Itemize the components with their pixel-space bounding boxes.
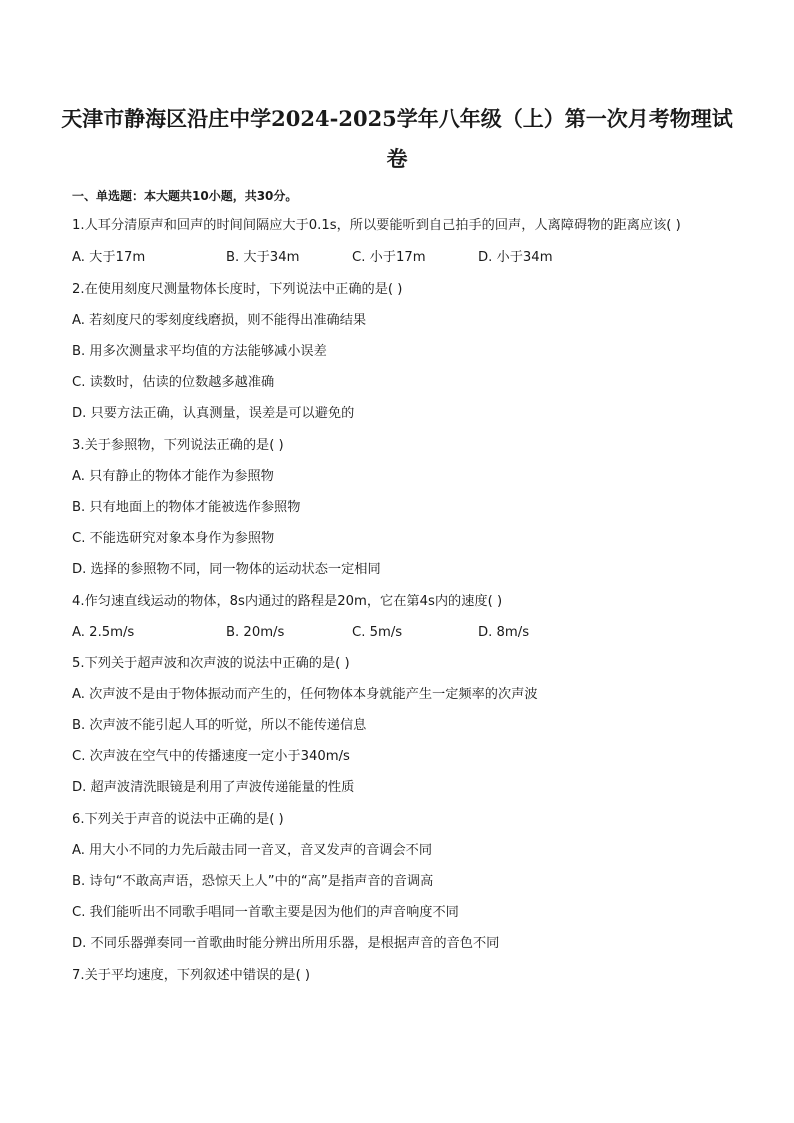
question-4-option-c: C. 5m/s (352, 625, 403, 640)
question-6-option-d: D. 不同乐器弹奏同一首歌曲时能分辨出所用乐器，是根据声音的音色不同 (72, 936, 500, 951)
question-2-option-d: D. 只要方法正确，认真测量，误差是可以避免的 (72, 406, 355, 421)
question-3-option-b: B. 只有地面上的物体才能被选作参照物 (72, 500, 301, 515)
question-4-option-b: B. 20m/s (226, 625, 285, 640)
question-3-option-a: A. 只有静止的物体才能作为参照物 (72, 469, 274, 484)
question-6-option-b: B. 诗句“不敢高声语，恐惊天上人”中的“高”是指声音的音调高 (72, 874, 434, 889)
question-5-option-c: C. 次声波在空气中的传播速度一定小于340m/s (72, 749, 350, 764)
question-3-option-d: D. 选择的参照物不同，同一物体的运动状态一定相同 (72, 562, 381, 577)
question-4-options (0, 625, 794, 641)
question-1-options (0, 250, 794, 266)
question-5-option-d: D. 超声波清洗眼镜是利用了声波传递能量的性质 (72, 780, 355, 795)
question-6-stem: 6.下列关于声音的说法中正确的是( ) (72, 812, 284, 827)
question-3-option-c: C. 不能选研究对象本身作为参照物 (72, 531, 275, 546)
question-5-option-b: B. 次声波不能引起人耳的听觉，所以不能传递信息 (72, 718, 367, 733)
exam-title-line1: 天津市静海区沿庄中学2024-2025学年八年级（上）第一次月考物理试 (61, 106, 733, 131)
question-4-option-d: D. 8m/s (478, 625, 530, 640)
question-2-stem: 2.在使用刻度尺测量物体长度时，下列说法中正确的是( ) (72, 282, 403, 297)
question-1-option-a: A. 大于17m (72, 250, 146, 265)
question-3-stem: 3.关于参照物，下列说法正确的是( ) (72, 438, 284, 453)
question-4-option-a: A. 2.5m/s (72, 625, 135, 640)
question-1-option-d: D. 小于34m (478, 250, 553, 265)
question-7-stem: 7.关于平均速度，下列叙述中错误的是( ) (72, 968, 311, 983)
question-6-option-c: C. 我们能听出不同歌手唱同一首歌主要是因为他们的声音响度不同 (72, 905, 459, 920)
question-2-option-a: A. 若刻度尺的零刻度线磨损，则不能得出准确结果 (72, 313, 367, 328)
question-1-stem: 1.人耳分清原声和回声的时间间隔应大于0.1s，所以要能听到自己拍手的回声，人离障碍物的距离应该( ) (72, 218, 681, 233)
question-2-option-b: B. 用多次测量求平均值的方法能够减小误差 (72, 344, 327, 359)
question-5-option-a: A. 次声波不是由于物体振动而产生的，任何物体本身就能产生一定频率的次声波 (72, 687, 538, 702)
exam-title-line2: 卷 (386, 146, 408, 171)
question-2-option-c: C. 读数时，估读的位数越多越准确 (72, 375, 275, 390)
section-heading: 一、单选题：本大题共10小题，共30分。 (72, 189, 298, 203)
question-1-option-b: B. 大于34m (226, 250, 300, 265)
question-5-stem: 5.下列关于超声波和次声波的说法中正确的是( ) (72, 656, 350, 671)
question-4-stem: 4.作匀速直线运动的物体，8s内通过的路程是20m，它在第4s内的速度( ) (72, 594, 503, 609)
question-1-option-c: C. 小于17m (352, 250, 426, 265)
question-6-option-a: A. 用大小不同的力先后敲击同一音叉，音叉发声的音调会不同 (72, 843, 433, 858)
